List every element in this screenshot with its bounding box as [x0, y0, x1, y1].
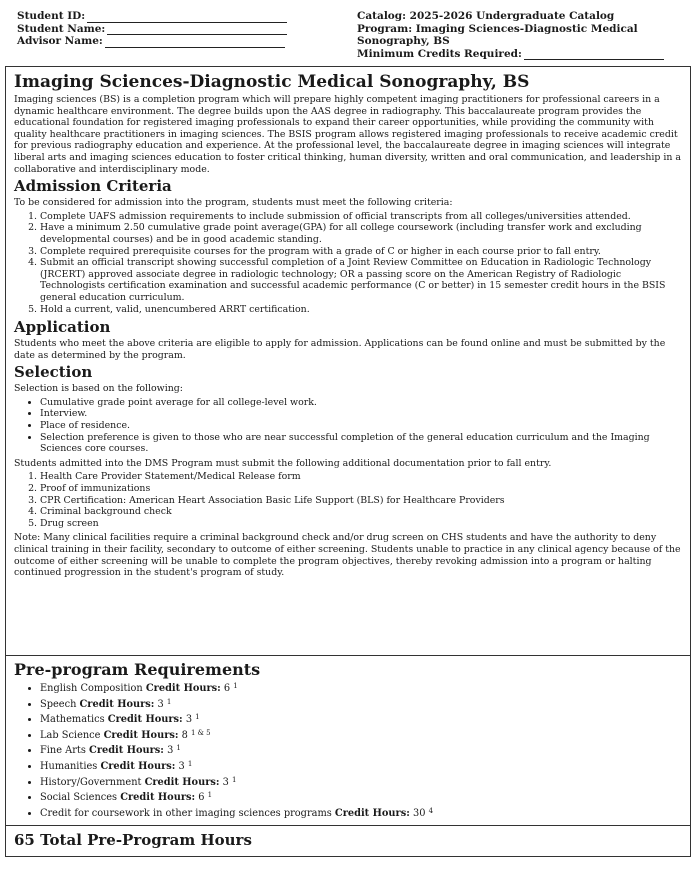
list-item: • Selection preference is given to those who are near successful completion of the general education curriculum and the Imaging Sciences core courses. [40, 432, 682, 455]
admission-intro: To be considered for admission into the program, students must meet the following criteria: [14, 197, 453, 209]
credit-hours-value: 30 [412, 807, 426, 819]
credit-hours-value: 6 [198, 792, 205, 804]
list-item: 5. Hold a current, valid, unencumbered ARRT certification. [40, 304, 682, 316]
program-label: Program: Imaging Sciences-Diagnostic Medical Sonography, BS [357, 22, 638, 47]
advisor-name-label: Advisor Name: [17, 35, 103, 47]
admission-heading: Admission Criteria [14, 177, 172, 196]
list-item [40, 806, 682, 822]
advisor-name-field[interactable] [105, 36, 285, 48]
list-item: • Place of residence. [40, 420, 682, 432]
credit-hours-label: Credit Hours: [145, 683, 221, 694]
list-item: 1. Complete UAFS admission requirements to include submission of official transcripts from all colleges/universities attended. [40, 211, 682, 223]
course-name: Mathematics [40, 714, 105, 726]
list-item [40, 681, 682, 697]
credit-hours-value: 3 [185, 714, 193, 726]
credit-hours-value: 8 [181, 729, 188, 741]
list-item [40, 790, 682, 806]
credit-hours-label: Credit Hours: [107, 714, 183, 726]
list-item: 4. Submit an official transcript showing successful completion of a Joint Review Committee on Education in Radiologic Technology (JRCERT) approved associate degree in radiologic technology; OR a passing score on the American Registry of Radiologic Technologists certification examination and successful academic performance (C or better) in 15 semester credit hours in the BSIS general education curriculum. [40, 257, 682, 303]
program-info [357, 10, 679, 66]
min-credits-field[interactable] [524, 48, 664, 60]
student-id-label: Student ID: [17, 10, 86, 22]
total-hours: 65 Total Pre-Program Hours [14, 831, 252, 849]
course-name: History/Government [40, 776, 142, 788]
screening-note: Note: Many clinical facilities require a criminal background check and/or drug screen on CHS students and have the authority to deny clinical training in their facility, secondary to outcome of either screening. Students unable to practice in any clinical agency because of the outcome of either screening will be unable to complete the program objectives, thereby revoking admission into a program or halting continued progression in the student's program of study. [14, 532, 681, 579]
student-header [5, 10, 691, 66]
student-info [17, 10, 357, 66]
student-name-field[interactable] [107, 23, 287, 35]
selection-intro: Selection is based on the following: [14, 383, 183, 395]
preprogram-box [5, 656, 691, 826]
program-description-box [5, 66, 691, 656]
selection-heading: Selection [14, 363, 93, 382]
credit-hours-label: Credit Hours: [334, 807, 410, 819]
list-item [40, 697, 682, 713]
selection-list [14, 397, 682, 455]
course-name: Fine Arts [40, 745, 86, 757]
credit-hours-value: 3 [178, 760, 185, 772]
footnote-ref: 1 [176, 744, 181, 753]
footnote-ref: 1 [207, 791, 213, 800]
footnote-ref: 1 [233, 682, 238, 690]
student-name-label: Student Name: [17, 22, 106, 35]
documentation-list [14, 471, 682, 529]
credit-hours-label: Credit Hours: [144, 776, 220, 788]
application-text: Students who meet the above criteria are eligible to apply for admission. Applications can be found online and must be submitted by the date as determined by the program. [14, 338, 666, 361]
list-item: 1. Health Care Provider Statement/Medical Release form [40, 471, 682, 483]
course-name: English Composition [40, 683, 143, 694]
list-item [40, 743, 682, 759]
credit-hours-label: Credit Hours: [100, 760, 176, 772]
application-heading: Application [14, 318, 111, 337]
footnote-ref: 1 [166, 697, 172, 706]
preprogram-list [14, 681, 682, 821]
list-item: 5. Drug screen [40, 518, 682, 530]
list-item: 4. Criminal background check [40, 506, 682, 518]
preprogram-heading: Pre-program Requirements [14, 660, 261, 679]
list-item: 3. Complete required prerequisite courses for the program with a grade of C or higher in each course prior to fall entry. [40, 246, 682, 258]
min-credits-label: Minimum Credits Required: [357, 47, 522, 60]
documentation-intro: Students admitted into the DMS Program must submit the following additional documentation prior to fall entry. [14, 457, 552, 469]
list-item: • Cumulative grade point average for all college-level work. [40, 397, 682, 409]
credit-hours-value: 3 [157, 698, 164, 710]
course-name: Credit for coursework in other imaging sciences programs [40, 807, 332, 819]
credit-hours-label: Credit Hours: [120, 792, 196, 804]
credit-hours-value: 6 [223, 683, 231, 694]
list-item [40, 775, 682, 791]
list-item: 2. Proof of immunizations [40, 483, 682, 495]
list-item: 2. Have a minimum 2.50 cumulative grade point average(GPA) for all college coursework (including transfer work and excluding developmental courses) and be in good academic standing. [40, 222, 682, 245]
footnote-ref: 1 [187, 759, 193, 768]
course-name: Lab Science [40, 729, 101, 741]
course-name: Speech [40, 698, 77, 710]
student-id-field[interactable] [87, 11, 287, 23]
list-item: • Interview. [40, 408, 682, 420]
admission-list [14, 211, 682, 315]
list-item [40, 728, 682, 744]
credit-hours-value: 3 [222, 776, 229, 788]
program-intro: Imaging sciences (BS) is a completion program which will prepare highly competent imaging practitioners for professional careers in a dynamic healthcare environment. The degree builds upon the AAS degree in radiography. This baccalaureate program provides the educational foundation for registered imaging professionals to expand their career opportunities, while providing the community with quality healthcare practitioners in imaging sciences. The BSIS program allows registered imaging professionals to receive academic credit for previous radiography education and experience. At the professional level, the baccalaureate degree in imaging sciences will integrate liberal arts and imaging sciences education to foster critical thinking, human diversity, written and oral communication, and leadership in a collaborative and interdisciplinary mode. [14, 94, 681, 175]
credit-hours-value: 3 [167, 745, 174, 757]
footnote-ref: 1 & 5 [191, 728, 211, 737]
credit-hours-label: Credit Hours: [79, 698, 155, 710]
footnote-ref: 1 [231, 775, 237, 784]
footnote-ref: 1 [195, 713, 200, 722]
program-title: Imaging Sciences-Diagnostic Medical Sonography, BS [14, 72, 530, 92]
catalog-label: Catalog: 2025-2026 Undergraduate Catalog [357, 10, 615, 22]
list-item: 3. CPR Certification: American Heart Association Basic Life Support (BLS) for Healthcare Providers [40, 495, 682, 507]
list-item [40, 712, 682, 728]
credit-hours-label: Credit Hours: [103, 729, 179, 741]
course-name: Humanities [40, 760, 98, 772]
footnote-ref: 4 [428, 806, 434, 815]
list-item [40, 759, 682, 775]
total-box [5, 826, 691, 857]
credit-hours-label: Credit Hours: [89, 745, 164, 757]
course-name: Social Sciences [40, 792, 118, 804]
